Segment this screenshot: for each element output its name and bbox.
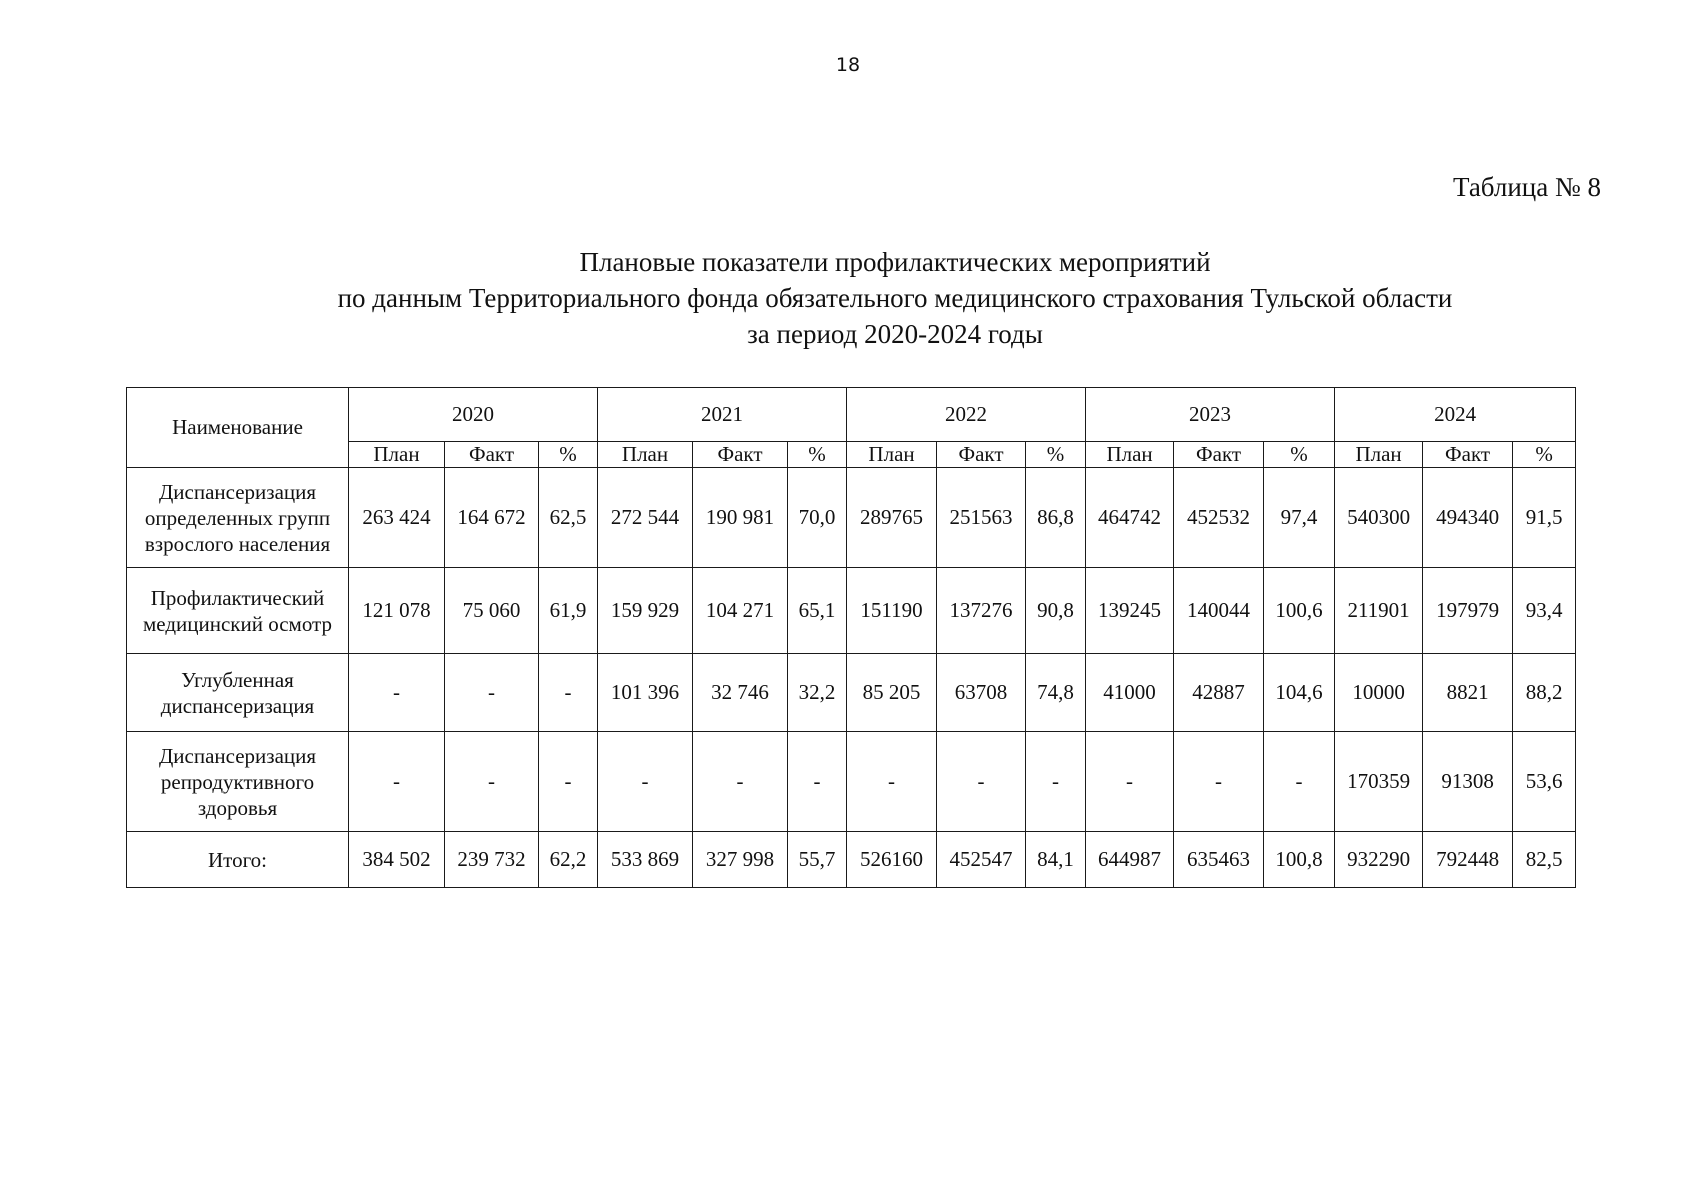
fact-cell: 452547 (937, 832, 1026, 888)
year-header: 2022 (847, 388, 1086, 442)
fact-cell: 137276 (937, 568, 1026, 654)
year-header-row (127, 388, 1576, 442)
plan-cell: 526160 (847, 832, 937, 888)
percent-cell: - (1264, 732, 1335, 832)
percent-cell: 55,7 (788, 832, 847, 888)
percent-cell: 82,5 (1513, 832, 1576, 888)
percent-header: % (539, 442, 598, 468)
fact-cell: 75 060 (445, 568, 539, 654)
plan-cell: 121 078 (349, 568, 445, 654)
plan-cell: 533 869 (598, 832, 693, 888)
plan-cell: 159 929 (598, 568, 693, 654)
row-name: Профилактический медицинский осмотр (127, 568, 349, 654)
fact-cell: 91308 (1423, 732, 1513, 832)
plan-header: План (349, 442, 445, 468)
fact-cell: 63708 (937, 654, 1026, 732)
fact-cell: 635463 (1174, 832, 1264, 888)
indicators-table (126, 387, 1576, 888)
title-line: за период 2020-2024 годы (747, 319, 1043, 349)
percent-cell: 62,5 (539, 468, 598, 568)
fact-header: Факт (445, 442, 539, 468)
percent-cell: 104,6 (1264, 654, 1335, 732)
plan-cell: 170359 (1335, 732, 1423, 832)
plan-cell: 10000 (1335, 654, 1423, 732)
fact-cell: 32 746 (693, 654, 788, 732)
fact-cell: 239 732 (445, 832, 539, 888)
fact-cell: 792448 (1423, 832, 1513, 888)
percent-cell: 32,2 (788, 654, 847, 732)
percent-cell: 100,6 (1264, 568, 1335, 654)
plan-cell: 540300 (1335, 468, 1423, 568)
percent-cell: - (539, 654, 598, 732)
percent-cell: - (539, 732, 598, 832)
plan-cell: 41000 (1086, 654, 1174, 732)
fact-cell: 8821 (1423, 654, 1513, 732)
table-row (127, 568, 1576, 654)
table-row (127, 732, 1576, 832)
percent-cell: 62,2 (539, 832, 598, 888)
plan-cell: - (349, 732, 445, 832)
percent-cell: 84,1 (1026, 832, 1086, 888)
fact-cell: 197979 (1423, 568, 1513, 654)
fact-cell: 190 981 (693, 468, 788, 568)
plan-cell: 289765 (847, 468, 937, 568)
plan-cell: - (598, 732, 693, 832)
percent-cell: 100,8 (1264, 832, 1335, 888)
percent-header: % (1264, 442, 1335, 468)
percent-cell: 53,6 (1513, 732, 1576, 832)
plan-cell: 464742 (1086, 468, 1174, 568)
year-header: 2020 (349, 388, 598, 442)
plan-cell: - (349, 654, 445, 732)
percent-cell: 74,8 (1026, 654, 1086, 732)
fact-cell: - (937, 732, 1026, 832)
percent-header: % (788, 442, 847, 468)
fact-cell: - (693, 732, 788, 832)
plan-cell: 263 424 (349, 468, 445, 568)
percent-cell: 90,8 (1026, 568, 1086, 654)
plan-header: План (1335, 442, 1423, 468)
table-row (127, 468, 1576, 568)
plan-cell: 932290 (1335, 832, 1423, 888)
percent-header: % (1513, 442, 1576, 468)
document-title (150, 244, 1640, 352)
fact-cell: 494340 (1423, 468, 1513, 568)
year-header: 2021 (598, 388, 847, 442)
fact-cell: 251563 (937, 468, 1026, 568)
plan-cell: 384 502 (349, 832, 445, 888)
percent-cell: 93,4 (1513, 568, 1576, 654)
title-line: по данным Территориального фонда обязательного медицинского страхования Тульской области (337, 283, 1453, 313)
name-header: Наименование (127, 388, 349, 468)
plan-header: План (598, 442, 693, 468)
plan-cell: 151190 (847, 568, 937, 654)
percent-cell: 88,2 (1513, 654, 1576, 732)
fact-header: Факт (693, 442, 788, 468)
fact-cell: - (1174, 732, 1264, 832)
row-name: Диспансеризация репродуктивного здоровья (127, 732, 349, 832)
percent-cell: 61,9 (539, 568, 598, 654)
plan-cell: 211901 (1335, 568, 1423, 654)
fact-cell: 327 998 (693, 832, 788, 888)
fact-header: Факт (1423, 442, 1513, 468)
row-name: Итого: (127, 832, 349, 888)
fact-cell: 452532 (1174, 468, 1264, 568)
page-number: 18 (835, 54, 861, 76)
plan-cell: 85 205 (847, 654, 937, 732)
plan-cell: - (1086, 732, 1174, 832)
plan-cell: 272 544 (598, 468, 693, 568)
percent-cell: 65,1 (788, 568, 847, 654)
percent-cell: 97,4 (1264, 468, 1335, 568)
plan-cell: 644987 (1086, 832, 1174, 888)
fact-cell: 104 271 (693, 568, 788, 654)
year-header: 2023 (1086, 388, 1335, 442)
title-line: Плановые показатели профилактических мероприятий (579, 247, 1211, 277)
fact-cell: - (445, 732, 539, 832)
percent-cell: 86,8 (1026, 468, 1086, 568)
percent-cell: 91,5 (1513, 468, 1576, 568)
table-label: Таблица № 8 (1453, 172, 1601, 202)
plan-header: План (847, 442, 937, 468)
fact-cell: 164 672 (445, 468, 539, 568)
plan-cell: 139245 (1086, 568, 1174, 654)
percent-header: % (1026, 442, 1086, 468)
row-name: Углубленная диспансеризация (127, 654, 349, 732)
year-header: 2024 (1335, 388, 1576, 442)
fact-cell: 140044 (1174, 568, 1264, 654)
fact-cell: - (445, 654, 539, 732)
fact-cell: 42887 (1174, 654, 1264, 732)
table-row (127, 654, 1576, 732)
percent-cell: - (788, 732, 847, 832)
percent-cell: - (1026, 732, 1086, 832)
plan-cell: - (847, 732, 937, 832)
plan-cell: 101 396 (598, 654, 693, 732)
fact-header: Факт (1174, 442, 1264, 468)
row-name: Диспансеризация определенных групп взрослого населения (127, 468, 349, 568)
fact-header: Факт (937, 442, 1026, 468)
percent-cell: 70,0 (788, 468, 847, 568)
plan-header: План (1086, 442, 1174, 468)
total-row (127, 832, 1576, 888)
